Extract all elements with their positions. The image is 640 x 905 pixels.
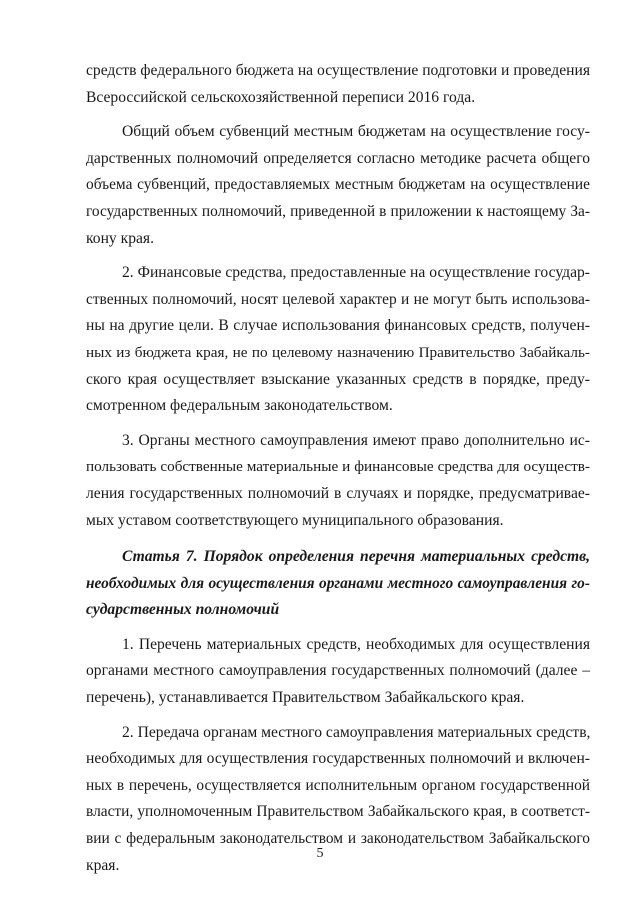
- text-line: пользовать собственные материальные и финансовые средства для осуществ-: [86, 458, 590, 476]
- text-line: государственных полномочий, приведенной в приложении к настоящему За-: [86, 202, 590, 220]
- text-line: власти, уполномоченным Правительством Забайкальского края, в соответст-: [86, 803, 590, 821]
- paragraph-subventions-total: [86, 119, 590, 252]
- text-line: Общий объем субвенций местным бюджетам на осуществление госу-: [122, 123, 590, 141]
- text-line: дарственных полномочий определяется согласно методике расчета общего: [86, 149, 590, 167]
- text-line: 2. Передача органам местного самоуправления материальных средств,: [122, 723, 591, 741]
- text-line: ных из бюджета края, не по целевому назначению Правительство Забайкаль-: [86, 343, 590, 361]
- document-body: [86, 58, 590, 879]
- text-line: необходимых для осуществления государственных полномочий и включен-: [86, 750, 590, 768]
- heading-line: Статья 7. Порядок определения перечня материальных средств,: [122, 548, 590, 566]
- text-line: 2. Финансовые средства, предоставленные на осуществление государ-: [122, 264, 590, 282]
- text-line: ского края осуществляет взыскание указанных средств в порядке, преду-: [86, 370, 590, 388]
- text-line: Всероссийской сельскохозяйственной переписи 2016 года.: [86, 88, 476, 106]
- paragraph-continuation: [86, 58, 590, 111]
- text-line: органами местного самоуправления государственных полномочий (далее –: [86, 662, 590, 680]
- text-line: 1. Перечень материальных средств, необходимых для осуществления: [122, 635, 590, 653]
- text-line: кону края.: [86, 229, 154, 247]
- heading-line: сударственных полномочий: [86, 601, 280, 619]
- text-line: объема субвенций, предоставляемых местным бюджетам на осуществление: [86, 176, 590, 194]
- page-number: 5: [316, 846, 324, 861]
- text-line: ных в перечень, осуществляется исполнительным органом государственной: [86, 776, 590, 794]
- text-line: мых уставом соответствующего муниципального образования.: [86, 511, 504, 529]
- text-line: перечень), устанавливается Правительством Забайкальского края.: [86, 689, 525, 707]
- paragraph-item-3: [86, 428, 590, 534]
- text-line: вии с федеральным законодательством и законодательством Забайкальского: [86, 830, 590, 848]
- text-line: 3. Органы местного самоуправления имеют право дополнительно ис-: [122, 431, 590, 449]
- text-line: ления государственных полномочий в случаях и порядке, предусматривае-: [86, 484, 590, 502]
- heading-line: необходимых для осуществления органами местного самоуправления го-: [86, 574, 590, 592]
- article-paragraph-1: [86, 632, 590, 712]
- article-heading: [86, 544, 590, 624]
- text-line: ственных полномочий, носят целевой характер и не могут быть использова-: [86, 290, 590, 308]
- text-line: края.: [86, 856, 120, 874]
- text-line: средств федерального бюджета на осуществление подготовки и проведения: [86, 62, 590, 79]
- text-line: ны на другие цели. В случае использования финансовых средств, получен-: [86, 317, 590, 335]
- paragraph-item-2: [86, 260, 590, 420]
- text-line: смотренном федеральным законодательством.: [86, 397, 393, 415]
